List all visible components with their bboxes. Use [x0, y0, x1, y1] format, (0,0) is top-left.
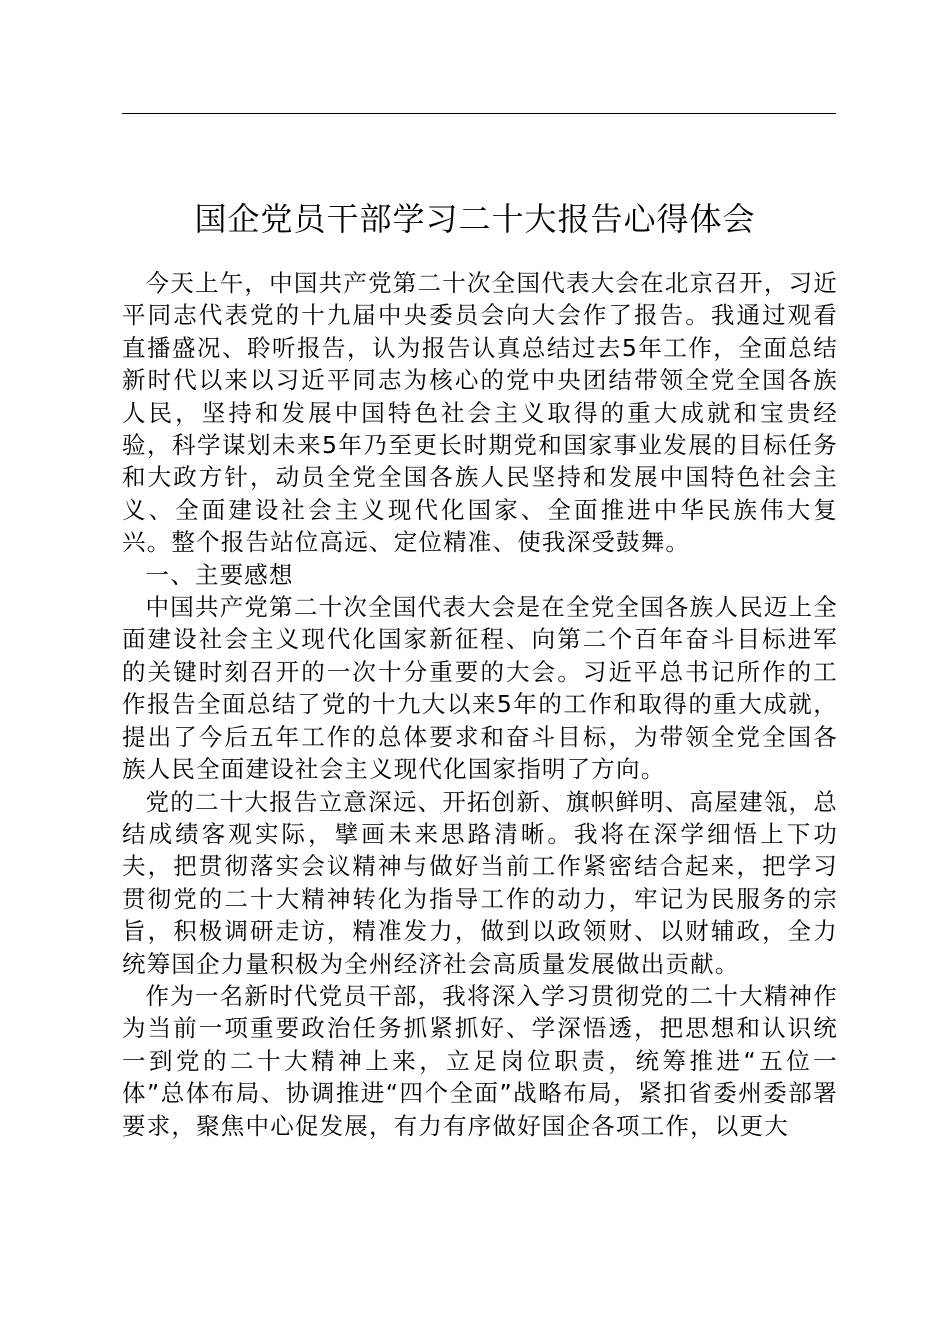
paragraph-intro: 今天上午，中国共产党第二十次全国代表大会在北京召开，习近平同志代表党的十九届中央委员会向大会作了报告。我通过观看直播盛况、聆听报告，认为报告认真总结过去5年工作，全面总结新时代以来以习近平同志为核心的党中央团结带领全党全国各族人民，坚持和发展中国特色社会主义取得的重大成就和宝贵经验，科学谋划未来5年乃至更长时期党和国家事业发展的目标任务和大政方针，动员全党全国各族人民坚持和发展中国特色社会主义、全面建设社会主义现代化国家、全面推进中华民族伟大复兴。整个报告站位高远、定位精准、使我深受鼓舞。 [122, 269, 838, 557]
header-rule [122, 113, 836, 114]
paragraph-congress-significance: 中国共产党第二十次全国代表大会是在全党全国各族人民迈上全面建设社会主义现代化国家新征程、向第二个百年奋斗目标进军的关键时刻召开的一次十分重要的大会。习近平总书记所作的工作报告全面总结了党的十九大以来5年的工作和取得的重大成就，提出了今后五年工作的总体要求和奋斗目标，为带领全党全国各族人民全面建设社会主义现代化国家指明了方向。 [122, 593, 838, 784]
document-body [122, 267, 838, 1142]
paragraph-report-evaluation: 党的二十大报告立意深远、开拓创新、旗帜鲜明、高屋建瓴，总结成绩客观实际，擘画未来思路清晰。我将在深学细悟上下功夫，把贯彻落实会议精神与做好当前工作紧密结合起来，把学习贯彻党的二十大精神转化为指导工作的动力，牢记为民服务的宗旨，积极调研走访，精准发力，做到以政领财、以财辅政，全力统筹国企力量积极为全州经济社会高质量发展做出贡献。 [122, 787, 838, 978]
paragraph-personal-commitment: 作为一名新时代党员干部，我将深入学习贯彻党的二十大精神作为当前一项重要政治任务抓紧抓好、学深悟透，把思想和认识统一到党的二十大精神上来，立足岗位职责，统筹推进“五位一体”总体布局、协调推进“四个全面”战略布局，紧扣省委州委部署要求，聚焦中心促发展，有力有序做好国企各项工作，以更大 [122, 981, 838, 1140]
section-heading-main-thoughts: 一、主要感想 [145, 560, 294, 589]
document-title: 国企党员干部学习二十大报告心得体会 [194, 200, 756, 239]
